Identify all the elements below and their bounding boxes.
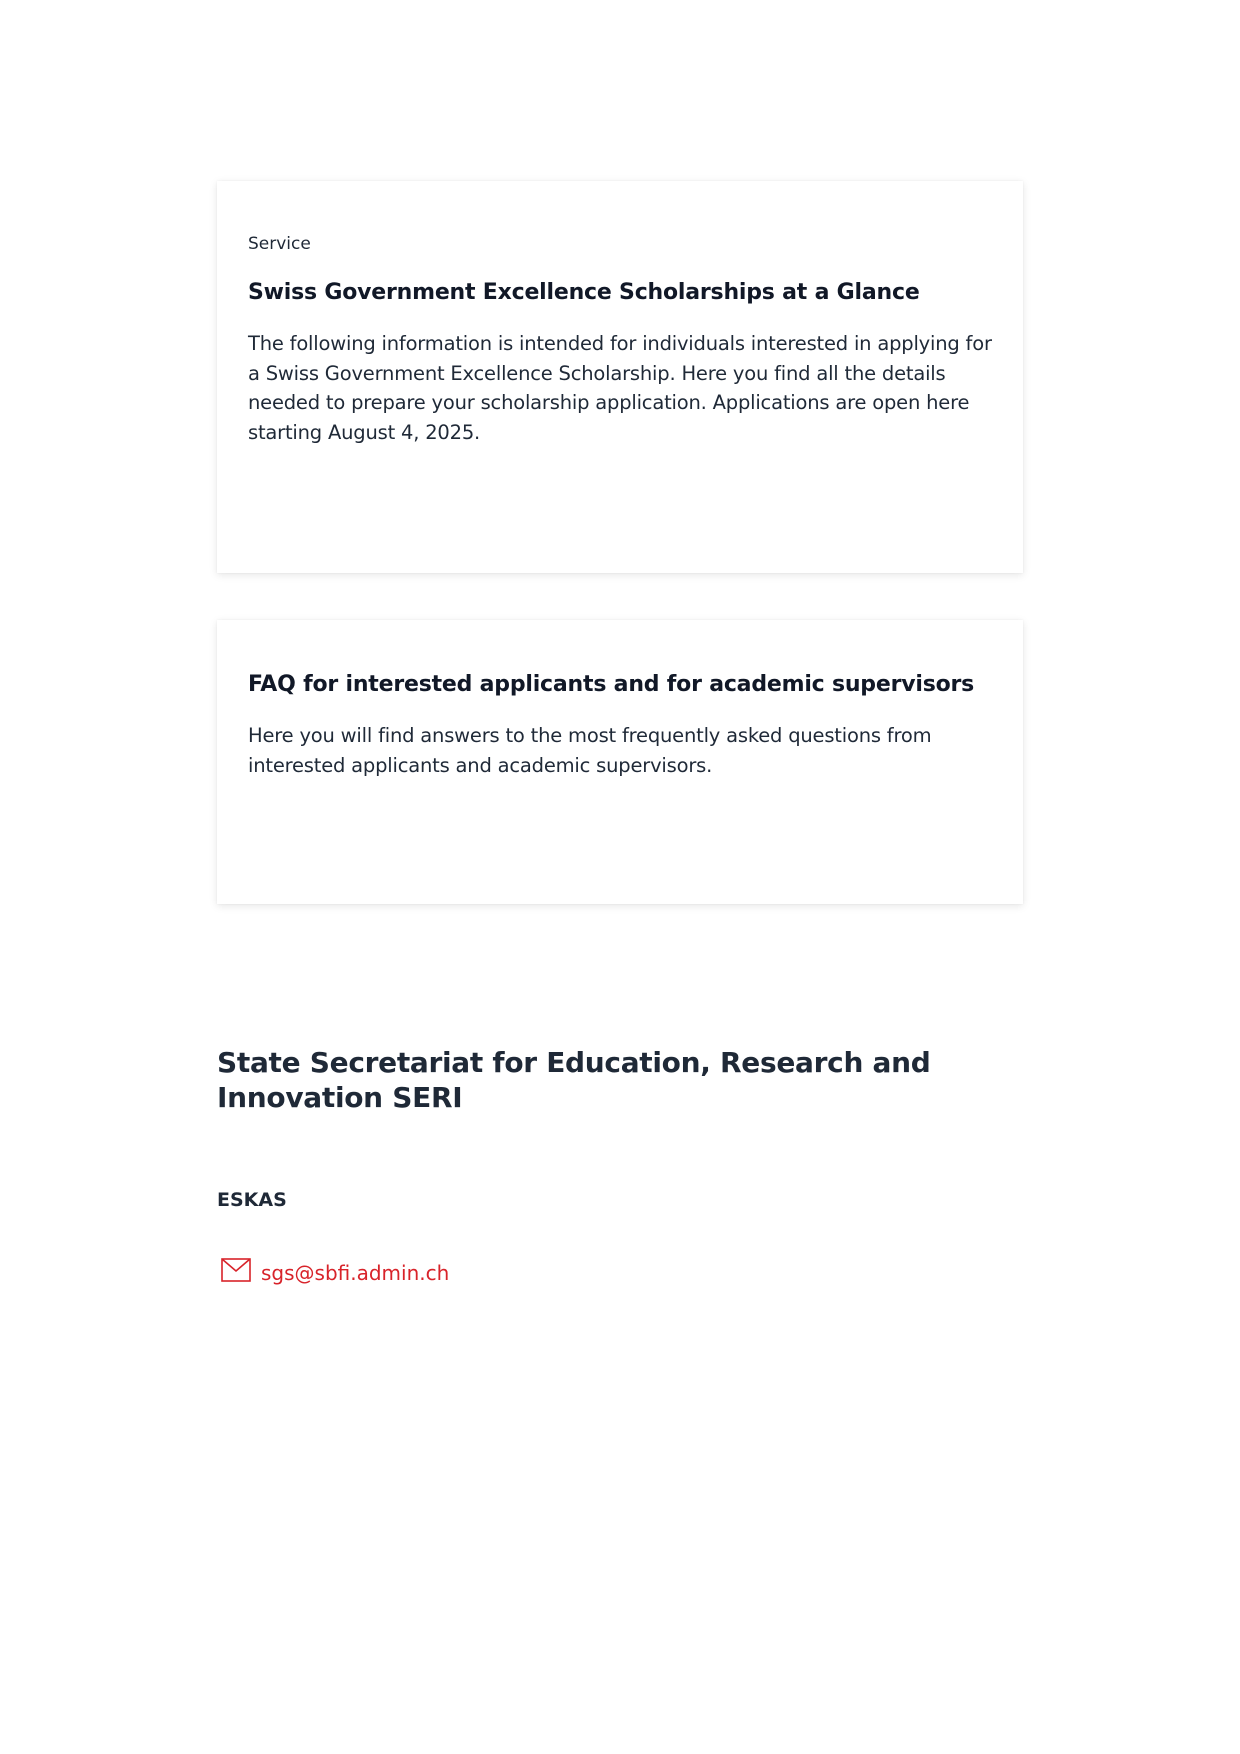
- card-description: Here you will find answers to the most frequently asked questions from interested applicants and academic supervisors.: [248, 724, 932, 777]
- scholarships-card[interactable]: [217, 181, 1023, 573]
- email-address: sgs@sbfi.admin.ch: [261, 1260, 450, 1285]
- organization-heading: State Secretariat for Education, Research and Innovation SERI: [217, 1046, 931, 1114]
- card-title[interactable]: Swiss Government Excellence Scholarships at a Glance: [248, 280, 920, 305]
- email-link[interactable]: [221, 1258, 449, 1287]
- unit-name: ESKAS: [217, 1189, 287, 1211]
- card-title[interactable]: FAQ for interested applicants and for academic supervisors: [248, 672, 975, 697]
- faq-card[interactable]: [217, 620, 1023, 904]
- envelope-icon: [221, 1258, 251, 1287]
- card-category-label: Service: [248, 234, 311, 254]
- card-description: The following information is intended for individuals interested in applying for a Swiss Government Excellence Scholarship. Here you find all the details needed to prepare your scholarship application. Applications are open here starting August 4, 2025.: [248, 332, 992, 444]
